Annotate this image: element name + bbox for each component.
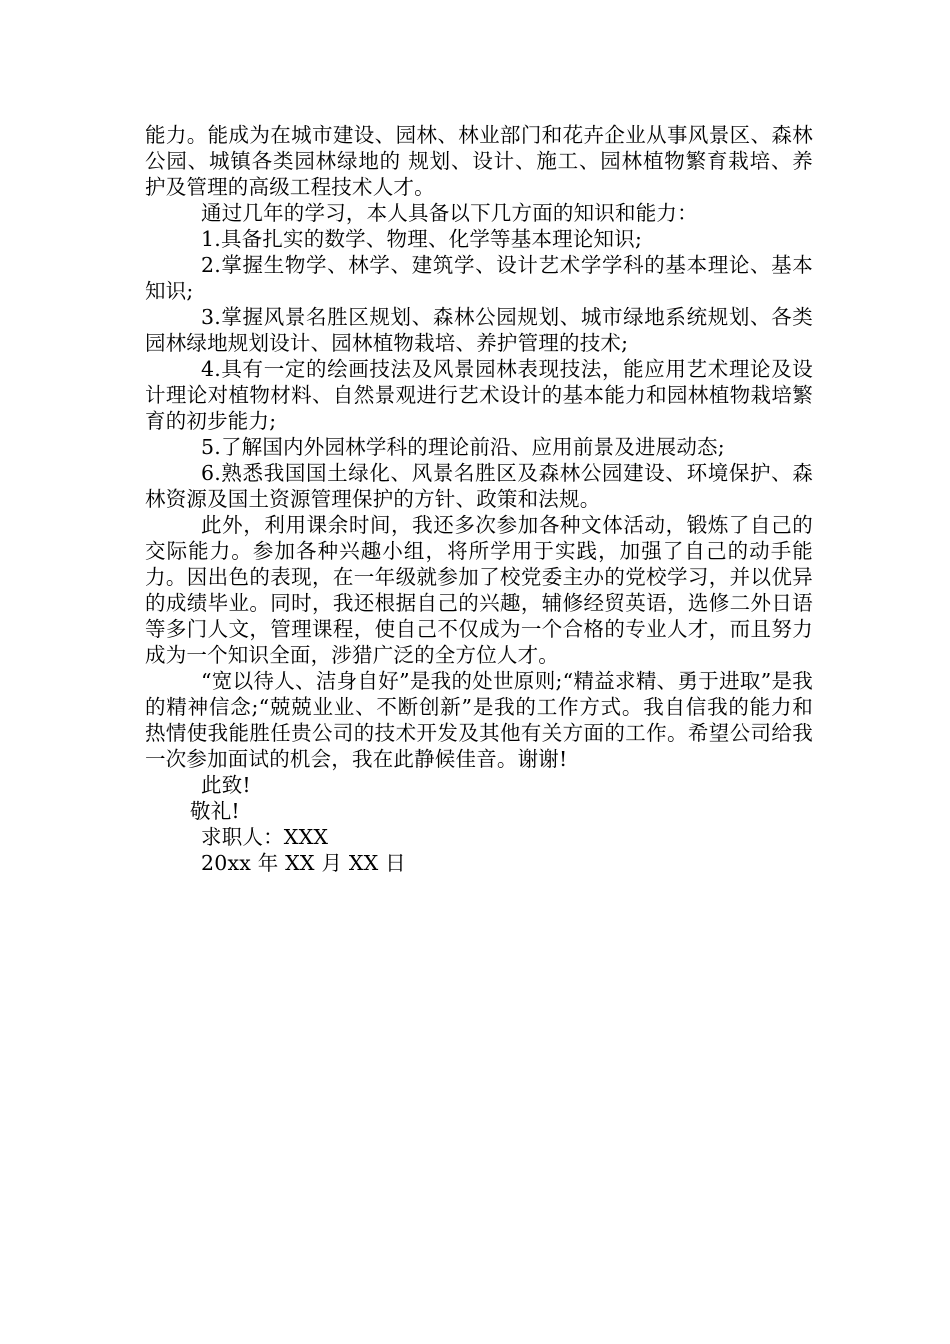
paragraph-intro-continued: 能力。能成为在城市建设、园林、林业部门和花卉企业从事风景区、森林公园、城镇各类园林绿地的 规划、设计、施工、园林植物繁育栽培、养护及管理的高级工程技术人才。 bbox=[145, 123, 813, 199]
list-item-4: 4.具有一定的绘画技法及风景园林表现技法，能应用艺术理论及设计理论对植物材料、自然景观进行艺术设计的基本能力和园林植物栽培繁育的初步能力; bbox=[145, 357, 813, 433]
signature-date: 20xx 年 XX 月 XX 日 bbox=[201, 851, 406, 875]
list-item-3: 3.掌握风景名胜区规划、森林公园规划、城市绿地系统规划、各类园林绿地规划设计、园林植物栽培、养护管理的技术; bbox=[145, 305, 813, 355]
paragraph-abilities-lead: 通过几年的学习，本人具备以下几方面的知识和能力： bbox=[201, 201, 698, 225]
letter-body bbox=[145, 122, 813, 876]
closing-salute: 敬礼! bbox=[190, 799, 240, 823]
signature-applicant: 求职人：XXX bbox=[201, 825, 329, 849]
list-item-1: 1.具备扎实的数学、物理、化学等基本理论知识; bbox=[201, 227, 643, 251]
list-item-6: 6.熟悉我国国土绿化、风景名胜区及森林公园建设、环境保护、森林资源及国土资源管理保护的方针、政策和法规。 bbox=[145, 461, 813, 511]
list-item-5: 5.了解国内外园林学科的理论前沿、应用前景及进展动态; bbox=[201, 435, 725, 459]
closing-greeting: 此致! bbox=[201, 773, 251, 797]
paragraph-principles: “宽以待人、洁身自好”是我的处世原则;“精益求精、勇于进取”是我的精神信念;“兢兢业业、不断创新”是我的工作方式。我自信我的能力和热情使我能胜任贵公司的技术开发及其他有关方面的工作。希望公司给我一次参加面试的机会，我在此静候佳音。谢谢! bbox=[145, 669, 813, 771]
paragraph-extracurricular: 此外，利用课余时间，我还多次参加各种文体活动，锻炼了自己的交际能力。参加各种兴趣小组，将所学用于实践，加强了自己的动手能力。因出色的表现，在一年级就参加了校党委主办的党校学习，并以优异的成绩毕业。同时，我还根据自己的兴趣，辅修经贸英语，选修二外日语等多门人文，管理课程，使自己不仅成为一个合格的专业人才，而且努力成为一个知识全面，涉猎广泛的全方位人才。 bbox=[145, 513, 813, 667]
list-item-2: 2.掌握生物学、林学、建筑学、设计艺术学学科的基本理论、基本知识; bbox=[145, 253, 813, 303]
